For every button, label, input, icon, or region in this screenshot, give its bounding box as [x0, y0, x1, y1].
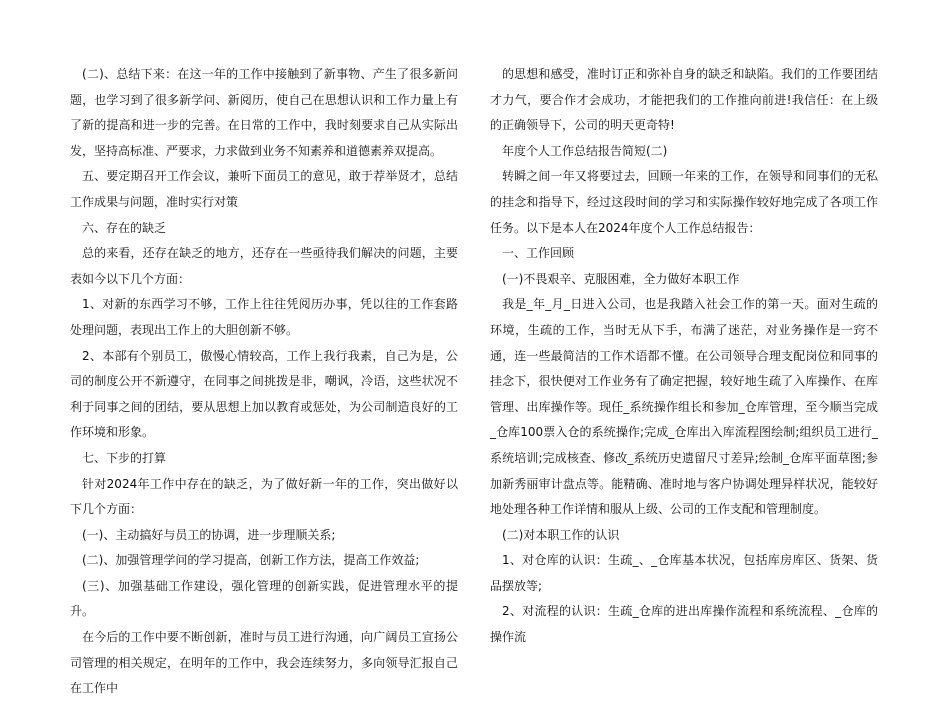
list-item: 1、对新的东西学习不够，工作上往往凭阅历办事，凭以往的工作套路处理问题，表现出工作上的大胆创新不够。	[70, 297, 458, 337]
paragraph: 在今后的工作中要不断创新，准时与员工进行沟通，向广阔员工宣扬公司管理的相关规定，在明年的工作中，我会连续努力，多向领导汇报自己在工作中	[70, 630, 458, 696]
paragraph: 我是_年_月_日进入公司，也是我踏入社会工作的第一天。面对生疏的环境，生疏的工作，当时无从下手，布满了迷茫，对业务操作是一窍不通，连一些最简洁的工作术语都不懂。在公司领导合理支配岗位和同事的挂念下，很快便对工作业务有了确定把握，较好地生疏了入库操作、在库管理、出库操作等。现任_系统操作组长和参加_仓库管理，至今顺当完成_仓库100票入仓的系统操作;完成_仓库出入库流程图绘制;组织员工进行_系统培训;完成核查、修改_系统历史遗留尺寸差异;绘制_仓库平面草图;参加新秀丽审计盘点等。能精确、准时地与客户协调处理异样状况，能较好地处理各种工作详情和服从上级、公司的工作支配和管理制度。	[490, 297, 878, 517]
section-heading: 六、存在的缺乏	[82, 220, 167, 235]
paragraph: 五、要定期召开工作会议，兼听下面员工的意见，敢于荐举贤才，总结工作成果与问题，准时实行对策	[70, 169, 458, 209]
paragraph: 针对2024年工作中存在的缺乏，为了做好新一年的工作，突出做好以下几个方面：	[70, 476, 458, 517]
list-item: 2、对流程的认识：生疏_仓库的进出库操作流程和系统流程、_仓库的操作流	[490, 604, 878, 645]
list-item: (三)、加强基础工作建设，强化管理的创新实践，促进管理水平的提升。	[70, 578, 458, 619]
subsection-heading: (二)对本职工作的认识	[502, 527, 620, 542]
left-column	[70, 62, 458, 702]
section-heading: 七、下步的打算	[82, 450, 167, 465]
list-item: (二)、加强管理学问的学习提高，创新工作方法，提高工作效益;	[82, 553, 420, 568]
list-item: 2、本部有个别员工，傲慢心情较高，工作上我行我素，自己为是，公司的制度公开不新遵守，在同事之间挑拨是非，嘲讽，冷语，这些状况不利于同事之间的团结，要从思想上加以教育或惩处，为公司制造良好的工作环境和形象。	[70, 348, 458, 440]
document-title: 年度个人工作总结报告简短(二)	[502, 143, 668, 158]
right-column	[490, 62, 878, 651]
paragraph: 转瞬之间一年又将要过去，回顾一年来的工作，在领导和同事们的无私的挂念和指导下，经过这段时间的学习和实际操作较好地完成了各项工作任务。以下是本人在2024年度个人工作总结报告：	[490, 169, 878, 235]
paragraph: (二)、总结下来：在这一年的工作中接触到了新事物、产生了很多新问题，也学习到了很多新学问、新阅历，使自己在思想认识和工作力量上有了新的提高和进一步的完善。在日常的工作中，我时刻要求自己从实际出发，坚持高标准、严要求，力求做到业务不知素养和道德素养双提高。	[70, 67, 458, 158]
paragraph: 总的来看，还存在缺乏的地方，还存在一些亟待我们解决的问题，主要表如今以下几个方面：	[70, 246, 458, 286]
subsection-heading: (一)不畏艰辛、克服困难，全力做好本职工作	[502, 271, 740, 286]
list-item: (一)、主动搞好与员工的协调，进一步理顺关系;	[82, 527, 336, 542]
section-heading: 一、工作回顾	[502, 246, 575, 261]
list-item: 1、对仓库的认识：生疏_、_仓库基本状况，包括库房库区、货架、货品摆放等;	[490, 553, 878, 593]
paragraph: 的思想和感受，准时订正和弥补自身的缺乏和缺陷。我们的工作要团结才力气，要合作才会成功，才能把我们的工作推向前进!我信任：在上级的正确领导下，公司的明天更奇特!	[490, 67, 878, 133]
